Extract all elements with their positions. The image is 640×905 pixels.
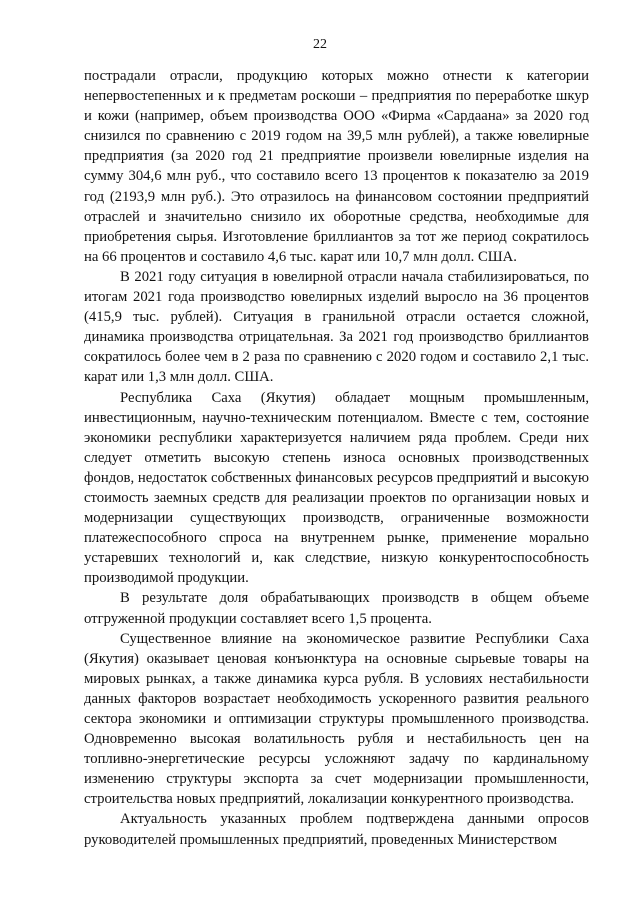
paragraph-industrial-potential: Республика Саха (Якутия) обладает мощным промышленным, инвестиционным, научно-техническим потенциалом. Вместе с тем, состояние экономики республики характеризуется наличием ряда проблем. Среди них следует отметить высокую степень износа основных производственных фондов, недостаток собственных финансовых ресурсов предприятий и высокую стоимость заемных средств для реализации проектов по организации новых и модернизации существующих производств, ограниченные возможности платежеспособного спроса на внутреннем рынке, применение морально устаревших технологий и, как следствие, низкую конкурентоспособность производимой продукции. bbox=[84, 389, 589, 587]
document-body bbox=[84, 66, 589, 850]
paragraph-continued: пострадали отрасли, продукцию которых можно отнести к категории непервостепенных и к предметам роскоши – предприятия по переработке шкур и кожи (например, объем производства ООО «Фирма «Сардаана» за 2020 год снизился по сравнению с 2019 годом на 39,5 млн рублей), а также ювелирные предприятия (за 2020 год 21 предприятие произвели ювелирные изделия на сумму 304,6 млн руб., что составило всего 13 процентов к показателю за 2019 год (2193,9 млн руб.). Это отразилось на финансовом состоянии предприятий отраслей и значительно снизило их оборотные средства, необходимые для приобретения сырья. Изготовление бриллиантов за тот же период сократилось на 66 процентов и составило 4,6 тыс. карат или 10,7 млн долл. США. bbox=[84, 68, 589, 265]
paragraph-price-conditions: Существенное влияние на экономическое развитие Республики Саха (Якутия) оказывает ценовая конъюнктура на основные сырьевые товары на мировых рынках, а также динамика курса рубля. В условиях нестабильности данных факторов возрастает необходимость ускоренного развития реального сектора экономики и оптимизации структуры промышленного производства. Одновременно высокая волатильность рубля и нестабильность цен на топливно-энергетические ресурсы усложняют задачу по кардинальному изменению структуры экспорта за счет модернизации промышленности, строительства новых предприятий, локализации конкурентного производства. bbox=[84, 630, 589, 808]
paragraph-jewelry-2021: В 2021 году ситуация в ювелирной отрасли начала стабилизироваться, по итогам 2021 года производство ювелирных изделий выросло на 36 процентов (415,9 тыс. рублей). Ситуация в гранильной отрасли остается сложной, динамика производства отрицательная. За 2021 год производство бриллиантов сократилось более чем в 2 раза по сравнению с 2020 годом и составило 2,1 тыс. карат или 1,3 млн долл. США. bbox=[84, 268, 589, 386]
paragraph-manufacturing-share: В результате доля обрабатывающих производств в общем объеме отгруженной продукции составляет всего 1,5 процента. bbox=[84, 590, 589, 627]
paragraph-survey-relevance: Актуальность указанных проблем подтверждена данными опросов руководителей промышленных предприятий, проведенных Министерством bbox=[84, 811, 589, 848]
page-number: 22 bbox=[313, 37, 327, 52]
